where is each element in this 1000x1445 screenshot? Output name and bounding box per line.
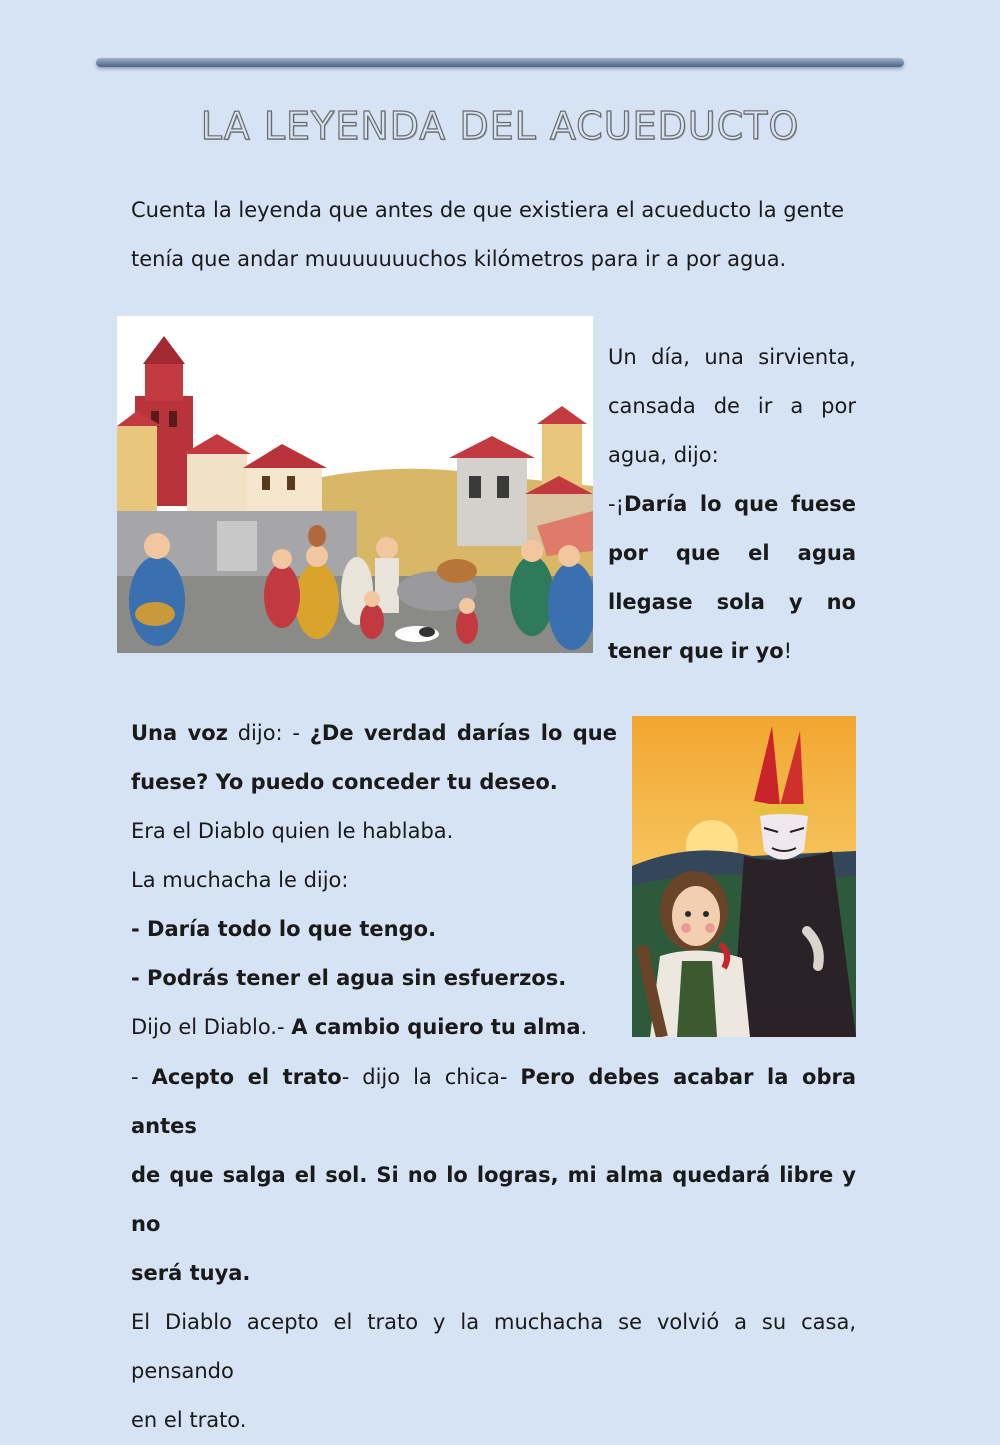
dialog-devil-said: Dijo el Diablo.- — [131, 1015, 292, 1039]
town-scene-svg — [117, 316, 593, 653]
deal-line-4: El Diablo acepto el trato y la muchacha se volvió a su casa, pensando — [131, 1310, 856, 1383]
intro-line-2: tenía que andar muuuuuuuchos kilómetros para ir a por agua. — [131, 247, 787, 271]
dialog-no-effort: - Podrás tener el agua sin esfuerzos. — [131, 966, 567, 990]
servant-line-2: cansada de ir a por — [608, 394, 856, 418]
dialog-offer: fuese? Yo puedo conceder tu deseo. — [131, 770, 558, 794]
servant-line-1: Un día, una sirvienta, — [608, 345, 856, 369]
intro-paragraph — [131, 186, 871, 284]
servant-exclaim: ! — [783, 639, 793, 663]
servant-line-3: agua, dijo: — [608, 443, 719, 467]
dialog-give-all: - Daría todo lo que tengo. — [131, 917, 437, 941]
deal-girl-said: - dijo la chica- — [341, 1065, 521, 1089]
deal-line-3 — [131, 1249, 856, 1298]
devil-scene-svg — [632, 716, 856, 1037]
dialog-soul: A cambio quiero tu alma — [291, 1015, 581, 1039]
servant-dash: -¡ — [608, 492, 624, 516]
dialog-question: ¿De verdad darías lo que — [309, 721, 618, 745]
top-divider — [96, 58, 904, 67]
servant-wish-1: Daría lo que fuese — [624, 492, 856, 516]
town-illustration — [117, 316, 593, 653]
servant-paragraph — [608, 333, 856, 676]
page-title: LA LEYENDA DEL ACUEDUCTO — [200, 104, 800, 148]
servant-line-4 — [608, 480, 856, 529]
dialog-line-7 — [131, 1003, 617, 1052]
deal-accept: Acepto el trato — [151, 1065, 342, 1089]
deal-condition-2: de que salga el sol. Si no lo logras, mi alma quedará libre y no — [131, 1163, 856, 1236]
dialog-line-6 — [131, 954, 617, 1003]
dialog-voice: Una voz — [131, 721, 228, 745]
devil-illustration — [632, 716, 856, 1037]
deal-line-5: en el trato. — [131, 1408, 247, 1432]
servant-line-5 — [608, 529, 856, 578]
dialog-line-2 — [131, 758, 617, 807]
deal-line-2 — [131, 1151, 856, 1249]
devil-dialog — [131, 709, 617, 1052]
dialog-line-5 — [131, 905, 617, 954]
dialog-line-3: Era el Diablo quien le hablaba. — [131, 819, 454, 843]
dialog-period: . — [580, 1015, 588, 1039]
servant-wish-2: por que el agua — [608, 541, 856, 565]
deal-line-1 — [131, 1053, 856, 1151]
dialog-said: dijo: - — [227, 721, 310, 745]
servant-wish-4: tener que ir yo — [608, 639, 784, 663]
deal-condition-1: Pero debes acabar la obra antes — [131, 1065, 857, 1138]
servant-wish-3: llegase sola y no — [608, 590, 856, 614]
dialog-line-1 — [131, 709, 617, 758]
deal-condition-3: será tuya. — [131, 1261, 251, 1285]
deal-dash: - — [131, 1065, 152, 1089]
servant-line-6 — [608, 578, 856, 627]
dialog-line-4: La muchacha le dijo: — [131, 868, 349, 892]
servant-line-7 — [608, 627, 856, 676]
intro-line-1: Cuenta la leyenda que antes de que existiera el acueducto la gente — [131, 198, 845, 222]
deal-paragraph — [131, 1053, 856, 1445]
